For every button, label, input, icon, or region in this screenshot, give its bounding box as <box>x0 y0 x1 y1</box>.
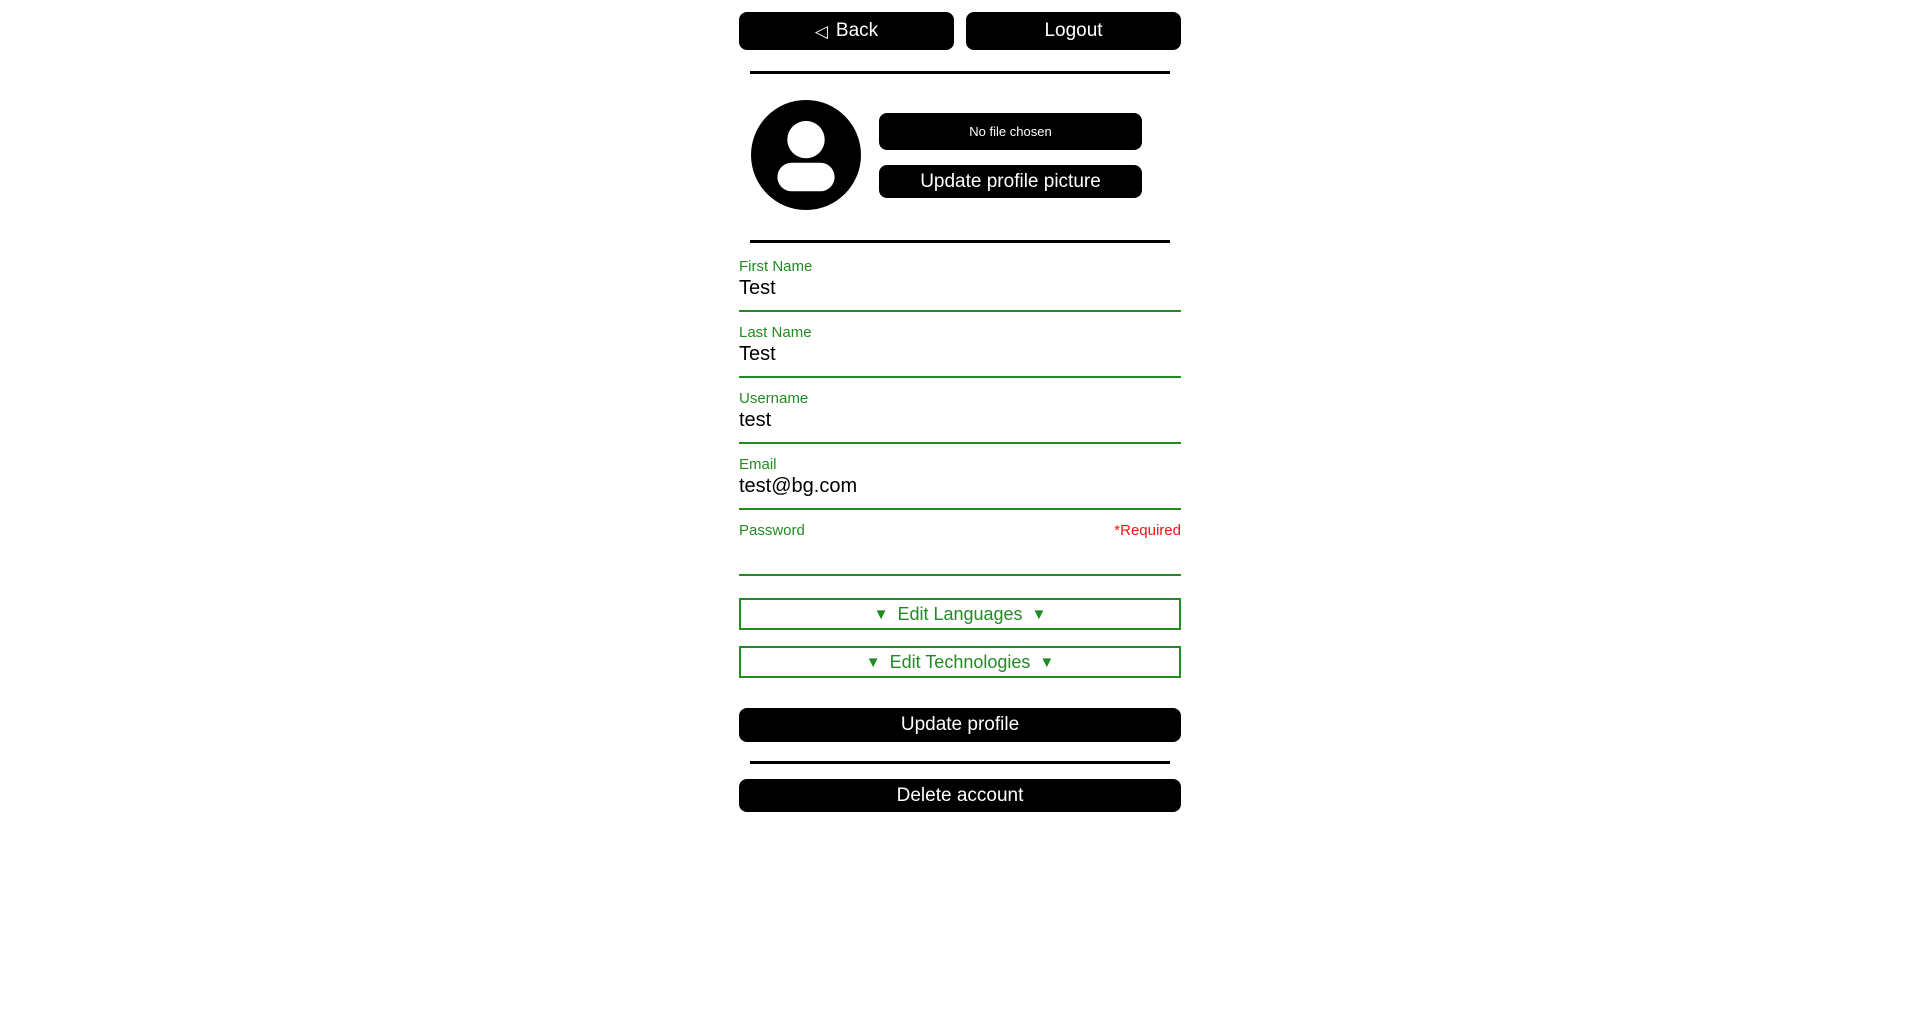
first-name-label: First Name <box>739 258 813 275</box>
email-input[interactable] <box>739 473 1181 510</box>
update-picture-button[interactable] <box>879 165 1142 198</box>
username-label: Username <box>739 390 809 407</box>
edit-technologies-button[interactable] <box>739 646 1181 678</box>
last-name-input[interactable] <box>739 341 1181 378</box>
password-label: Password <box>739 522 805 539</box>
logout-button[interactable] <box>966 12 1181 50</box>
required-badge: *Required <box>1114 522 1181 539</box>
delete-account-button-label: Delete account <box>896 784 1024 806</box>
top-bar <box>739 12 1181 50</box>
username-field <box>739 390 1181 444</box>
logout-button-label: Logout <box>1044 20 1103 41</box>
profile-page <box>739 0 1181 812</box>
caret-down-icon: ▼ <box>873 605 889 623</box>
divider <box>750 761 1170 764</box>
picture-buttons <box>879 113 1142 210</box>
password-field <box>739 522 1181 576</box>
update-picture-button-label: Update profile picture <box>920 170 1101 192</box>
email-label: Email <box>739 456 777 473</box>
first-name-field <box>739 258 1181 312</box>
delete-account-button[interactable] <box>739 779 1181 812</box>
update-profile-button[interactable] <box>739 708 1181 742</box>
file-input-status: No file chosen <box>969 124 1052 139</box>
update-profile-button-label: Update profile <box>900 714 1020 735</box>
edit-technologies-label: Edit Technologies <box>889 651 1031 672</box>
file-input[interactable] <box>879 113 1142 150</box>
edit-languages-button[interactable] <box>739 598 1181 630</box>
email-field <box>739 456 1181 510</box>
first-name-input[interactable] <box>739 275 1181 312</box>
profile-form <box>739 258 1181 742</box>
back-arrow-icon: ◁ <box>814 21 828 41</box>
password-label-row <box>739 522 1181 539</box>
edit-languages-label: Edit Languages <box>897 603 1023 624</box>
avatar-icon <box>751 100 861 210</box>
caret-down-icon: ▼ <box>1039 653 1055 671</box>
back-button-label: Back <box>835 20 879 41</box>
profile-picture-section <box>739 100 1181 210</box>
caret-down-icon: ▼ <box>1031 605 1047 623</box>
password-input[interactable] <box>739 539 1181 576</box>
last-name-label: Last Name <box>739 324 812 341</box>
last-name-field <box>739 324 1181 378</box>
back-button[interactable] <box>739 12 954 50</box>
username-input[interactable] <box>739 407 1181 444</box>
divider <box>750 71 1170 74</box>
caret-down-icon: ▼ <box>865 653 881 671</box>
divider <box>750 240 1170 243</box>
